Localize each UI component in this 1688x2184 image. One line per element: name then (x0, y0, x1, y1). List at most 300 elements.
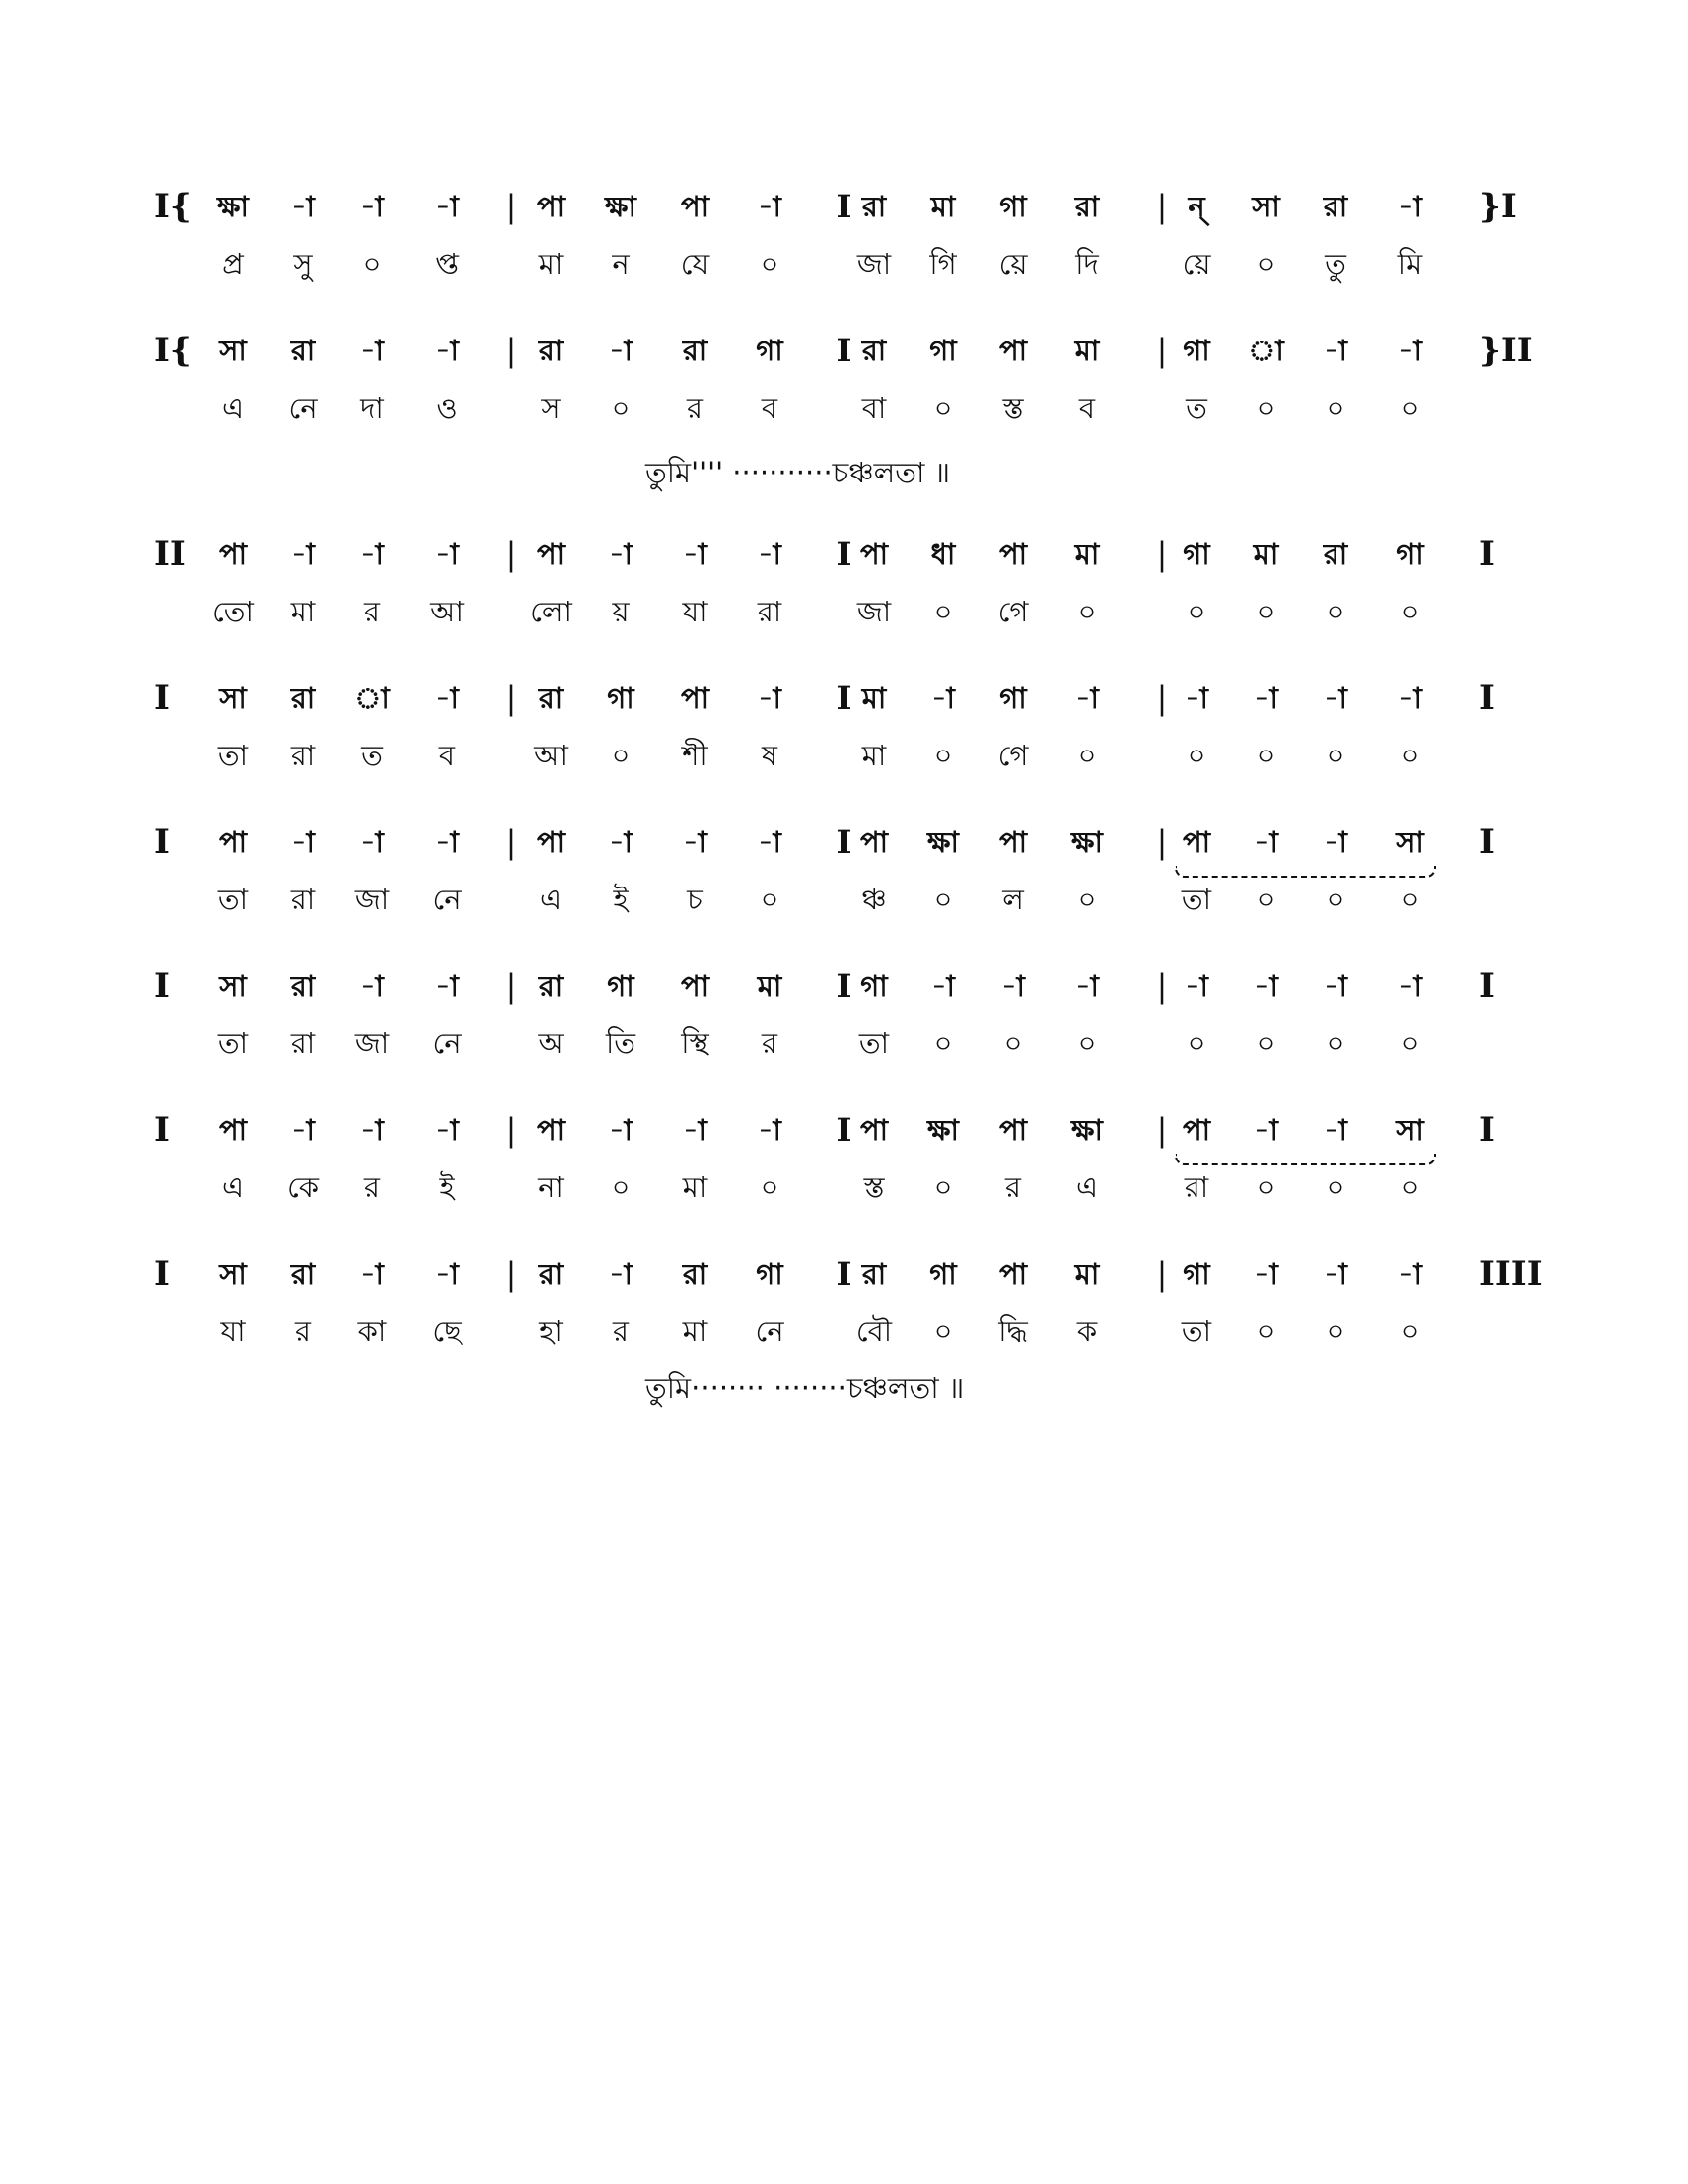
swara-note: মা (757, 969, 782, 1003)
swara-note: রা (538, 681, 564, 715)
lyric-syllable: র (687, 391, 703, 425)
swara-note: া (354, 681, 390, 715)
bar-line: | (505, 332, 517, 369)
lyric-syllable: ০ (1400, 1026, 1420, 1060)
lyric-syllable: তা (858, 1026, 890, 1060)
lyric-syllable: ০ (933, 1026, 953, 1060)
lyric-syllable: যা (220, 1314, 246, 1348)
lyric-syllable: ব (761, 391, 778, 425)
lyric-syllable: লো (530, 595, 572, 628)
lyric-syllable: ই (439, 1170, 455, 1204)
swara-note: পা (859, 1113, 889, 1147)
lyric-syllable: আ (534, 739, 568, 772)
lyric-syllable: হা (539, 1314, 563, 1348)
swara-note: -া (1075, 969, 1099, 1003)
swara-note: -া (1324, 681, 1347, 715)
lyric-syllable: ০ (1400, 595, 1420, 628)
lyric-syllable: ০ (1326, 595, 1345, 628)
end-mark: I (1479, 678, 1495, 718)
lyric-syllable: ০ (362, 247, 382, 281)
swara-note: পা (680, 190, 710, 223)
staff-line (0, 680, 1688, 789)
lyric-syllable: ছে (432, 1314, 462, 1348)
lyric-syllable: ০ (611, 1170, 631, 1204)
swara-note: রা (1323, 537, 1348, 571)
lyric-syllable: ন (612, 247, 630, 281)
swara-note: পা (998, 334, 1028, 367)
lyric-syllable: ০ (611, 391, 631, 425)
lyric-syllable: স্থি (681, 1026, 709, 1060)
end-mark: I (1479, 966, 1495, 1006)
staff-line (0, 536, 1688, 645)
swara-note: পা (218, 825, 248, 859)
swara-note: পা (859, 825, 889, 859)
bar-line: | (505, 1111, 517, 1149)
staff-line (0, 968, 1688, 1077)
swara-note: মা (1074, 334, 1100, 367)
swara-note: ক্ষা (217, 190, 249, 223)
swara-note: রা (290, 1257, 316, 1291)
swara-note: -া (609, 537, 633, 571)
swara-note: পা (536, 190, 566, 223)
lyric-syllable: ০ (1400, 1170, 1420, 1204)
lyric-syllable: র (613, 1314, 629, 1348)
swara-note: গা (860, 969, 888, 1003)
lyric-syllable: স্ত (1002, 391, 1024, 425)
swara-note: -া (758, 1113, 781, 1147)
lyric-syllable: সু (293, 247, 313, 281)
lyric-syllable: এ (1075, 1170, 1099, 1204)
lyric-syllable: ০ (1003, 1026, 1023, 1060)
end-mark: }II (1479, 331, 1533, 370)
staff-line (0, 333, 1688, 442)
swara-note: -া (683, 825, 707, 859)
lyric-syllable: ০ (933, 1170, 953, 1204)
lyric-syllable: রা (757, 595, 782, 628)
bar-line: I (836, 1111, 852, 1149)
lyric-syllable: ০ (1077, 883, 1097, 916)
lyric-syllable: ০ (1326, 1170, 1345, 1204)
swara-note: গা (756, 1257, 783, 1291)
swara-note: -া (1001, 969, 1025, 1003)
lyric-syllable: ০ (1256, 247, 1276, 281)
lyric-syllable: মা (538, 247, 564, 281)
lyric-syllable: মা (290, 595, 316, 628)
lyric-syllable: ০ (1326, 883, 1345, 916)
swara-note: রা (861, 1257, 887, 1291)
swara-note: -া (683, 1113, 707, 1147)
lyric-syllable: অ (538, 1026, 564, 1060)
staff-line (0, 189, 1688, 298)
lyric-syllable: নে (288, 391, 318, 425)
lyric-syllable: ০ (933, 739, 953, 772)
lyric-syllable: ০ (760, 247, 779, 281)
lyric-syllable: তা (1181, 883, 1212, 916)
lyric-syllable: গে (997, 739, 1029, 772)
swara-note: পা (998, 537, 1028, 571)
swara-note: -া (1398, 190, 1422, 223)
swara-note: -া (683, 537, 707, 571)
swara-note: রা (290, 334, 316, 367)
lyric-syllable: ০ (1256, 883, 1276, 916)
lyric-syllable: জা (354, 883, 390, 916)
bar-line: | (1156, 679, 1168, 717)
swara-note: মা (930, 190, 956, 223)
swara-note: গা (756, 334, 783, 367)
lyric-syllable: ক (1076, 1314, 1098, 1348)
lyric-syllable: চ (687, 883, 703, 916)
lyric-syllable: মা (682, 1170, 708, 1204)
lyric-syllable: রা (290, 883, 316, 916)
slur-mark (1175, 866, 1436, 878)
swara-note: -া (1185, 681, 1208, 715)
lyric-syllable: ব (1078, 391, 1096, 425)
end-mark: I (1479, 1110, 1495, 1150)
bar-line: | (1156, 188, 1168, 225)
lyric-syllable: র (295, 1314, 311, 1348)
lyric-syllable: ০ (1400, 391, 1420, 425)
lyric-syllable: এ (539, 883, 563, 916)
bar-line: | (1156, 967, 1168, 1005)
swara-note: -া (609, 1257, 633, 1291)
bar-line: | (505, 967, 517, 1005)
swara-note: ক্ষা (1071, 825, 1103, 859)
swara-note: পা (1182, 825, 1211, 859)
swara-note: া (1248, 334, 1284, 367)
lyric-syllable: ০ (1326, 739, 1345, 772)
lyric-syllable: নে (432, 883, 462, 916)
swara-note: পা (680, 969, 710, 1003)
swara-note: সা (219, 334, 247, 367)
swara-note: পা (998, 1113, 1028, 1147)
swara-note: সা (219, 1257, 247, 1291)
swara-note: গা (607, 969, 634, 1003)
lyric-syllable: য়ে (998, 247, 1028, 281)
lyric-syllable: ০ (1326, 1314, 1345, 1348)
lyric-syllable: ০ (1187, 1026, 1206, 1060)
lyric-syllable: ষ (762, 739, 777, 772)
bar-line: I (836, 188, 852, 225)
swara-note: -া (609, 334, 633, 367)
lyric-syllable: ০ (1400, 739, 1420, 772)
start-mark: I (154, 1110, 170, 1150)
lyric-syllable: দ্ধি (998, 1314, 1028, 1348)
bar-line: | (1156, 823, 1168, 861)
lyric-syllable: র (762, 1026, 777, 1060)
start-mark: I{ (154, 331, 192, 370)
lyric-syllable: ই (613, 883, 629, 916)
swara-note: ক্ষা (927, 825, 959, 859)
bar-line: I (836, 967, 852, 1005)
swara-note: -া (435, 537, 459, 571)
lyric-syllable: রা (290, 1026, 316, 1060)
swara-note: সা (219, 969, 247, 1003)
swara-note: রা (861, 334, 887, 367)
lyric-syllable: ০ (1256, 1314, 1276, 1348)
swara-note: রা (538, 1257, 564, 1291)
lyric-syllable: য় (612, 595, 630, 628)
lyric-syllable: ও (436, 391, 458, 425)
swara-note: পা (536, 537, 566, 571)
swara-note: -া (360, 1113, 384, 1147)
swara-note: গা (929, 334, 957, 367)
swara-note: -া (360, 537, 384, 571)
lyric-syllable: ০ (760, 1170, 779, 1204)
swara-note: ন্ (1188, 190, 1205, 223)
swara-note: পা (218, 1113, 248, 1147)
swara-note: -া (758, 537, 781, 571)
lyric-syllable: গি (929, 247, 957, 281)
bar-line: | (1156, 332, 1168, 369)
lyric-syllable: ত (361, 739, 383, 772)
swara-note: -া (1398, 334, 1422, 367)
swara-note: -া (291, 537, 315, 571)
lyric-syllable: ব (438, 739, 456, 772)
swara-note: ক্ষা (605, 190, 636, 223)
lyric-syllable: ০ (1256, 1170, 1276, 1204)
bar-line: I (836, 535, 852, 573)
lyric-syllable: যে (680, 247, 710, 281)
swara-note: -া (1324, 1113, 1347, 1147)
swara-note: -া (435, 825, 459, 859)
start-mark: I (154, 822, 170, 862)
lyric-syllable: রা (1184, 1170, 1209, 1204)
lyric-syllable: তা (217, 739, 249, 772)
lyric-syllable: যা (682, 595, 708, 628)
lyric-syllable: এ (221, 391, 245, 425)
swara-note: -া (931, 681, 955, 715)
lyric-syllable: ০ (1077, 1026, 1097, 1060)
lyric-syllable: মা (861, 739, 887, 772)
swara-note: পা (998, 825, 1028, 859)
swara-note: রা (290, 681, 316, 715)
lyric-syllable: নে (755, 1314, 784, 1348)
swara-note: -া (1398, 1257, 1422, 1291)
swara-note: মা (1253, 537, 1279, 571)
swara-note: গা (999, 190, 1027, 223)
swara-note: সা (1396, 825, 1424, 859)
swara-note: -া (435, 1257, 459, 1291)
lyric-syllable: ০ (1256, 595, 1276, 628)
swara-note: গা (1396, 537, 1424, 571)
swara-note: ক্ষা (1071, 1113, 1103, 1147)
swara-note: -া (1324, 1257, 1347, 1291)
lyric-syllable: র (364, 595, 380, 628)
slur-mark (1175, 1154, 1436, 1165)
swara-note: -া (1398, 969, 1422, 1003)
swara-note: রা (1323, 190, 1348, 223)
swara-note: পা (859, 537, 889, 571)
swara-note: পা (1182, 1113, 1211, 1147)
start-mark: I{ (154, 187, 192, 226)
swara-note: -া (1254, 1257, 1278, 1291)
lyric-syllable: ০ (1256, 1026, 1276, 1060)
swara-note: ধা (930, 537, 956, 571)
swara-note: সা (1396, 1113, 1424, 1147)
swara-note: -া (435, 969, 459, 1003)
swara-note: -া (931, 969, 955, 1003)
lyric-syllable: ঞ্চ (861, 883, 887, 916)
bar-line: I (836, 823, 852, 861)
swara-note: রা (682, 334, 708, 367)
bar-line: I (836, 1255, 852, 1293)
lyric-syllable: জা (856, 247, 892, 281)
swara-note: রা (538, 334, 564, 367)
lyric-syllable: ০ (1326, 1026, 1345, 1060)
lyric-syllable: দা (360, 391, 384, 425)
swara-note: গা (929, 1257, 957, 1291)
swara-note: -া (1254, 681, 1278, 715)
end-mark: I (1479, 822, 1495, 862)
lyric-syllable: তু (1325, 247, 1346, 281)
lyric-syllable: তা (217, 1026, 249, 1060)
swara-note: -া (435, 681, 459, 715)
swara-note: -া (360, 334, 384, 367)
swara-note: -া (609, 1113, 633, 1147)
lyric-syllable: ০ (933, 595, 953, 628)
bar-line: | (505, 188, 517, 225)
lyric-syllable: প্ত (435, 247, 459, 281)
swara-note: -া (1075, 681, 1099, 715)
swara-note: পা (218, 537, 248, 571)
lyric-syllable: য়ে (1182, 247, 1211, 281)
swara-note: মা (1074, 1257, 1100, 1291)
lyric-syllable: স (541, 391, 561, 425)
lyric-syllable: মি (1397, 247, 1423, 281)
swara-note: রা (861, 190, 887, 223)
swara-note: -া (291, 825, 315, 859)
lyric-syllable: না (538, 1170, 564, 1204)
end-mark: I (1479, 534, 1495, 574)
lyric-syllable: ০ (1256, 391, 1276, 425)
lyric-syllable: তা (1181, 1314, 1212, 1348)
lyric-syllable: র (364, 1170, 380, 1204)
swara-note: -া (1324, 969, 1347, 1003)
lyric-syllable: ০ (1187, 739, 1206, 772)
swara-note: গা (1183, 334, 1210, 367)
bar-line: | (505, 1255, 517, 1293)
bar-line: | (1156, 535, 1168, 573)
start-mark: I (154, 1254, 170, 1294)
lyric-syllable: নে (432, 1026, 462, 1060)
swara-note: গা (1183, 537, 1210, 571)
start-mark: I (154, 966, 170, 1006)
swara-note: -া (609, 825, 633, 859)
lyric-syllable: ল (1002, 883, 1024, 916)
swara-note: সা (219, 681, 247, 715)
end-mark: }I (1479, 187, 1517, 226)
lyric-syllable: বৌ (855, 1314, 893, 1348)
swara-note: -া (1398, 681, 1422, 715)
bar-line: | (505, 823, 517, 861)
swara-note: -া (1324, 825, 1347, 859)
swara-note: -া (435, 1113, 459, 1147)
lyric-syllable: জা (354, 1026, 390, 1060)
swara-note: -া (758, 190, 781, 223)
swara-note: -া (291, 190, 315, 223)
lyric-syllable: কা (357, 1314, 387, 1348)
lyric-syllable: স্ত (863, 1170, 885, 1204)
lyric-syllable: র (1005, 1170, 1021, 1204)
swara-note: -া (435, 190, 459, 223)
swara-note: সা (1252, 190, 1280, 223)
start-mark: I (154, 678, 170, 718)
lyric-syllable: ০ (1256, 739, 1276, 772)
lyric-syllable: তি (605, 1026, 636, 1060)
swara-note: গা (607, 681, 634, 715)
lyric-syllable: আ (430, 595, 464, 628)
swara-note: রা (538, 969, 564, 1003)
lyric-syllable: মা (682, 1314, 708, 1348)
lyric-syllable: বা (861, 391, 887, 425)
swara-note: গা (1183, 1257, 1210, 1291)
swara-note: পা (998, 1257, 1028, 1291)
swara-note: -া (360, 969, 384, 1003)
bar-line: | (1156, 1255, 1168, 1293)
staff-line (0, 1112, 1688, 1221)
swara-note: -া (1185, 969, 1208, 1003)
swara-note: -া (291, 1113, 315, 1147)
swara-note: -া (360, 190, 384, 223)
lyric-syllable: কে (286, 1170, 320, 1204)
refrain-line: তুমি'''' ···········চঞ্চলতা ॥ (645, 456, 951, 489)
swara-note: ক্ষা (927, 1113, 959, 1147)
swara-note: -া (1254, 1113, 1278, 1147)
swara-note: মা (1074, 537, 1100, 571)
bar-line: I (836, 679, 852, 717)
staff-line (0, 1256, 1688, 1365)
lyric-syllable: তো (212, 595, 254, 628)
lyric-syllable: ০ (1187, 595, 1206, 628)
bar-line: | (505, 535, 517, 573)
swara-note: -া (1324, 334, 1347, 367)
lyric-syllable: ০ (1400, 1314, 1420, 1348)
end-mark: IIII (1479, 1254, 1543, 1294)
bar-line: I (836, 332, 852, 369)
swara-note: পা (536, 825, 566, 859)
lyric-syllable: গে (997, 595, 1029, 628)
swara-note: -া (360, 825, 384, 859)
lyric-syllable: ০ (1077, 595, 1097, 628)
swara-note: পা (680, 681, 710, 715)
swara-note: -া (360, 1257, 384, 1291)
swara-note: পা (536, 1113, 566, 1147)
lyric-syllable: রা (290, 739, 316, 772)
swara-note: রা (1074, 190, 1100, 223)
swara-note: -া (758, 825, 781, 859)
lyric-syllable: প্র (222, 247, 244, 281)
lyric-syllable: ০ (1326, 391, 1345, 425)
lyric-syllable: ০ (933, 883, 953, 916)
lyric-syllable: ত (1186, 391, 1207, 425)
swara-note: -া (1254, 825, 1278, 859)
swara-note: -া (1254, 969, 1278, 1003)
lyric-syllable: ০ (1077, 739, 1097, 772)
swara-note: মা (861, 681, 887, 715)
swara-note: রা (290, 969, 316, 1003)
lyric-syllable: ০ (933, 391, 953, 425)
lyric-syllable: তা (217, 883, 249, 916)
lyric-syllable: এ (221, 1170, 245, 1204)
swara-note: -া (435, 334, 459, 367)
lyric-syllable: জা (856, 595, 892, 628)
start-mark: II (154, 534, 186, 574)
staff-line (0, 824, 1688, 933)
lyric-syllable: ০ (933, 1314, 953, 1348)
lyric-syllable: ০ (611, 739, 631, 772)
bar-line: | (505, 679, 517, 717)
lyric-syllable: ০ (1400, 883, 1420, 916)
